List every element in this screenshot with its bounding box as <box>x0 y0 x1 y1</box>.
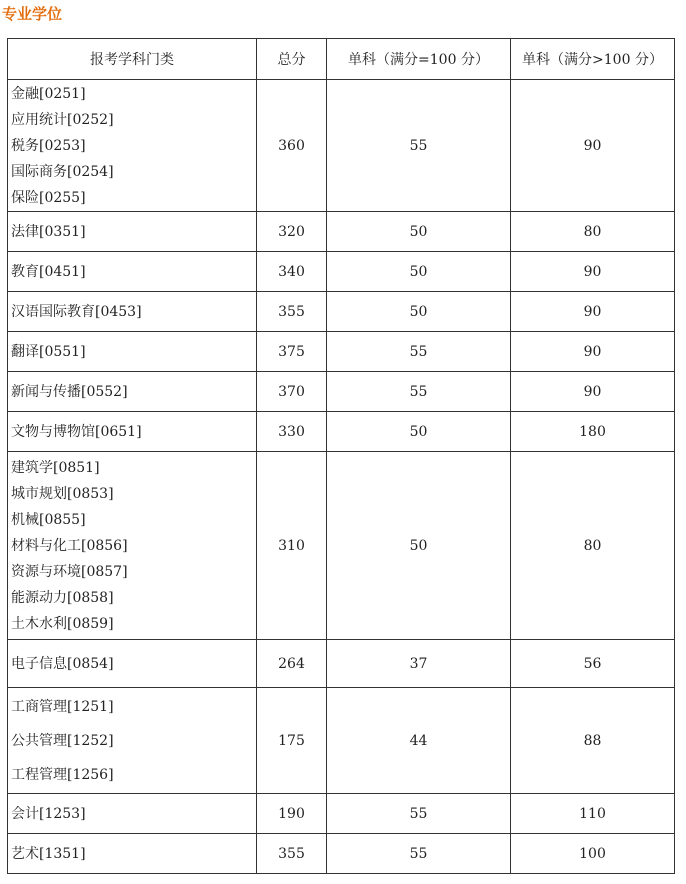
table-row <box>8 252 675 292</box>
subject-cell <box>8 212 257 252</box>
subject-name: 保险[0255] <box>11 189 86 206</box>
header-total-score: 总分 <box>257 39 327 80</box>
table-row <box>8 794 675 834</box>
subject-cell <box>8 292 257 332</box>
table-row <box>8 640 675 688</box>
single-over100-cell: 90 <box>511 292 675 332</box>
single-over100-cell: 90 <box>511 332 675 372</box>
subject-name: 国际商务[0254] <box>11 163 114 180</box>
subject-name: 新闻与传播[0552] <box>11 383 128 400</box>
single-100-cell: 55 <box>327 794 511 834</box>
table-row <box>8 834 675 874</box>
score-table <box>7 38 675 874</box>
total-score-cell: 375 <box>257 332 327 372</box>
subject-cell <box>8 332 257 372</box>
single-100-cell: 50 <box>327 292 511 332</box>
total-score-cell: 370 <box>257 372 327 412</box>
subject-cell <box>8 452 257 640</box>
subject-name: 工商管理[1251] <box>11 698 114 715</box>
table-header-row <box>8 39 675 80</box>
single-100-cell: 50 <box>327 452 511 640</box>
section-title: 专业学位 <box>2 5 63 23</box>
table-row <box>8 212 675 252</box>
total-score-cell: 355 <box>257 292 327 332</box>
total-score-cell: 320 <box>257 212 327 252</box>
single-100-cell: 55 <box>327 332 511 372</box>
single-100-cell: 44 <box>327 688 511 794</box>
single-over100-cell: 110 <box>511 794 675 834</box>
header-subject-category: 报考学科门类 <box>8 39 257 80</box>
subject-name: 资源与环境[0857] <box>11 563 128 580</box>
subject-name: 机械[0855] <box>11 511 86 528</box>
subject-cell <box>8 794 257 834</box>
single-100-cell: 37 <box>327 640 511 688</box>
single-over100-cell: 56 <box>511 640 675 688</box>
total-score-cell: 310 <box>257 452 327 640</box>
single-over100-cell: 88 <box>511 688 675 794</box>
subject-name: 汉语国际教育[0453] <box>11 303 142 320</box>
subject-name: 公共管理[1252] <box>11 732 114 749</box>
subject-cell <box>8 834 257 874</box>
header-single-100: 单科（满分=100 分） <box>327 39 511 80</box>
table-row <box>8 292 675 332</box>
subject-cell <box>8 412 257 452</box>
subject-name: 建筑学[0851] <box>11 459 100 476</box>
subject-name: 工程管理[1256] <box>11 766 114 783</box>
total-score-cell: 190 <box>257 794 327 834</box>
single-100-cell: 55 <box>327 80 511 212</box>
single-over100-cell: 90 <box>511 252 675 292</box>
table-row <box>8 452 675 640</box>
subject-name: 会计[1253] <box>11 805 86 822</box>
total-score-cell: 264 <box>257 640 327 688</box>
total-score-cell: 330 <box>257 412 327 452</box>
single-100-cell: 50 <box>327 252 511 292</box>
subject-name: 能源动力[0858] <box>11 589 114 606</box>
subject-name: 城市规划[0853] <box>11 485 114 502</box>
subject-name: 应用统计[0252] <box>11 111 114 128</box>
single-over100-cell: 90 <box>511 372 675 412</box>
single-100-cell: 55 <box>327 372 511 412</box>
table-row <box>8 412 675 452</box>
subject-cell <box>8 252 257 292</box>
total-score-cell: 340 <box>257 252 327 292</box>
single-100-cell: 55 <box>327 834 511 874</box>
total-score-cell: 360 <box>257 80 327 212</box>
total-score-cell: 175 <box>257 688 327 794</box>
subject-name: 教育[0451] <box>11 263 86 280</box>
subject-name: 税务[0253] <box>11 137 86 154</box>
subject-cell <box>8 372 257 412</box>
table-row <box>8 688 675 794</box>
single-over100-cell: 80 <box>511 452 675 640</box>
single-over100-cell: 80 <box>511 212 675 252</box>
table-row <box>8 332 675 372</box>
subject-name: 文物与博物馆[0651] <box>11 423 142 440</box>
subject-name: 电子信息[0854] <box>11 655 114 672</box>
table-row <box>8 80 675 212</box>
single-100-cell: 50 <box>327 212 511 252</box>
single-over100-cell: 180 <box>511 412 675 452</box>
subject-name: 土木水利[0859] <box>11 615 114 632</box>
subject-cell <box>8 688 257 794</box>
total-score-cell: 355 <box>257 834 327 874</box>
subject-cell <box>8 640 257 688</box>
single-over100-cell: 100 <box>511 834 675 874</box>
table-row <box>8 372 675 412</box>
subject-name: 材料与化工[0856] <box>11 537 128 554</box>
subject-name: 金融[0251] <box>11 85 86 102</box>
single-100-cell: 50 <box>327 412 511 452</box>
subject-name: 艺术[1351] <box>11 845 86 862</box>
subject-cell <box>8 80 257 212</box>
subject-name: 翻译[0551] <box>11 343 86 360</box>
subject-name: 法律[0351] <box>11 223 86 240</box>
header-single-over100: 单科（满分>100 分） <box>511 39 675 80</box>
single-over100-cell: 90 <box>511 80 675 212</box>
table-body <box>8 80 675 874</box>
